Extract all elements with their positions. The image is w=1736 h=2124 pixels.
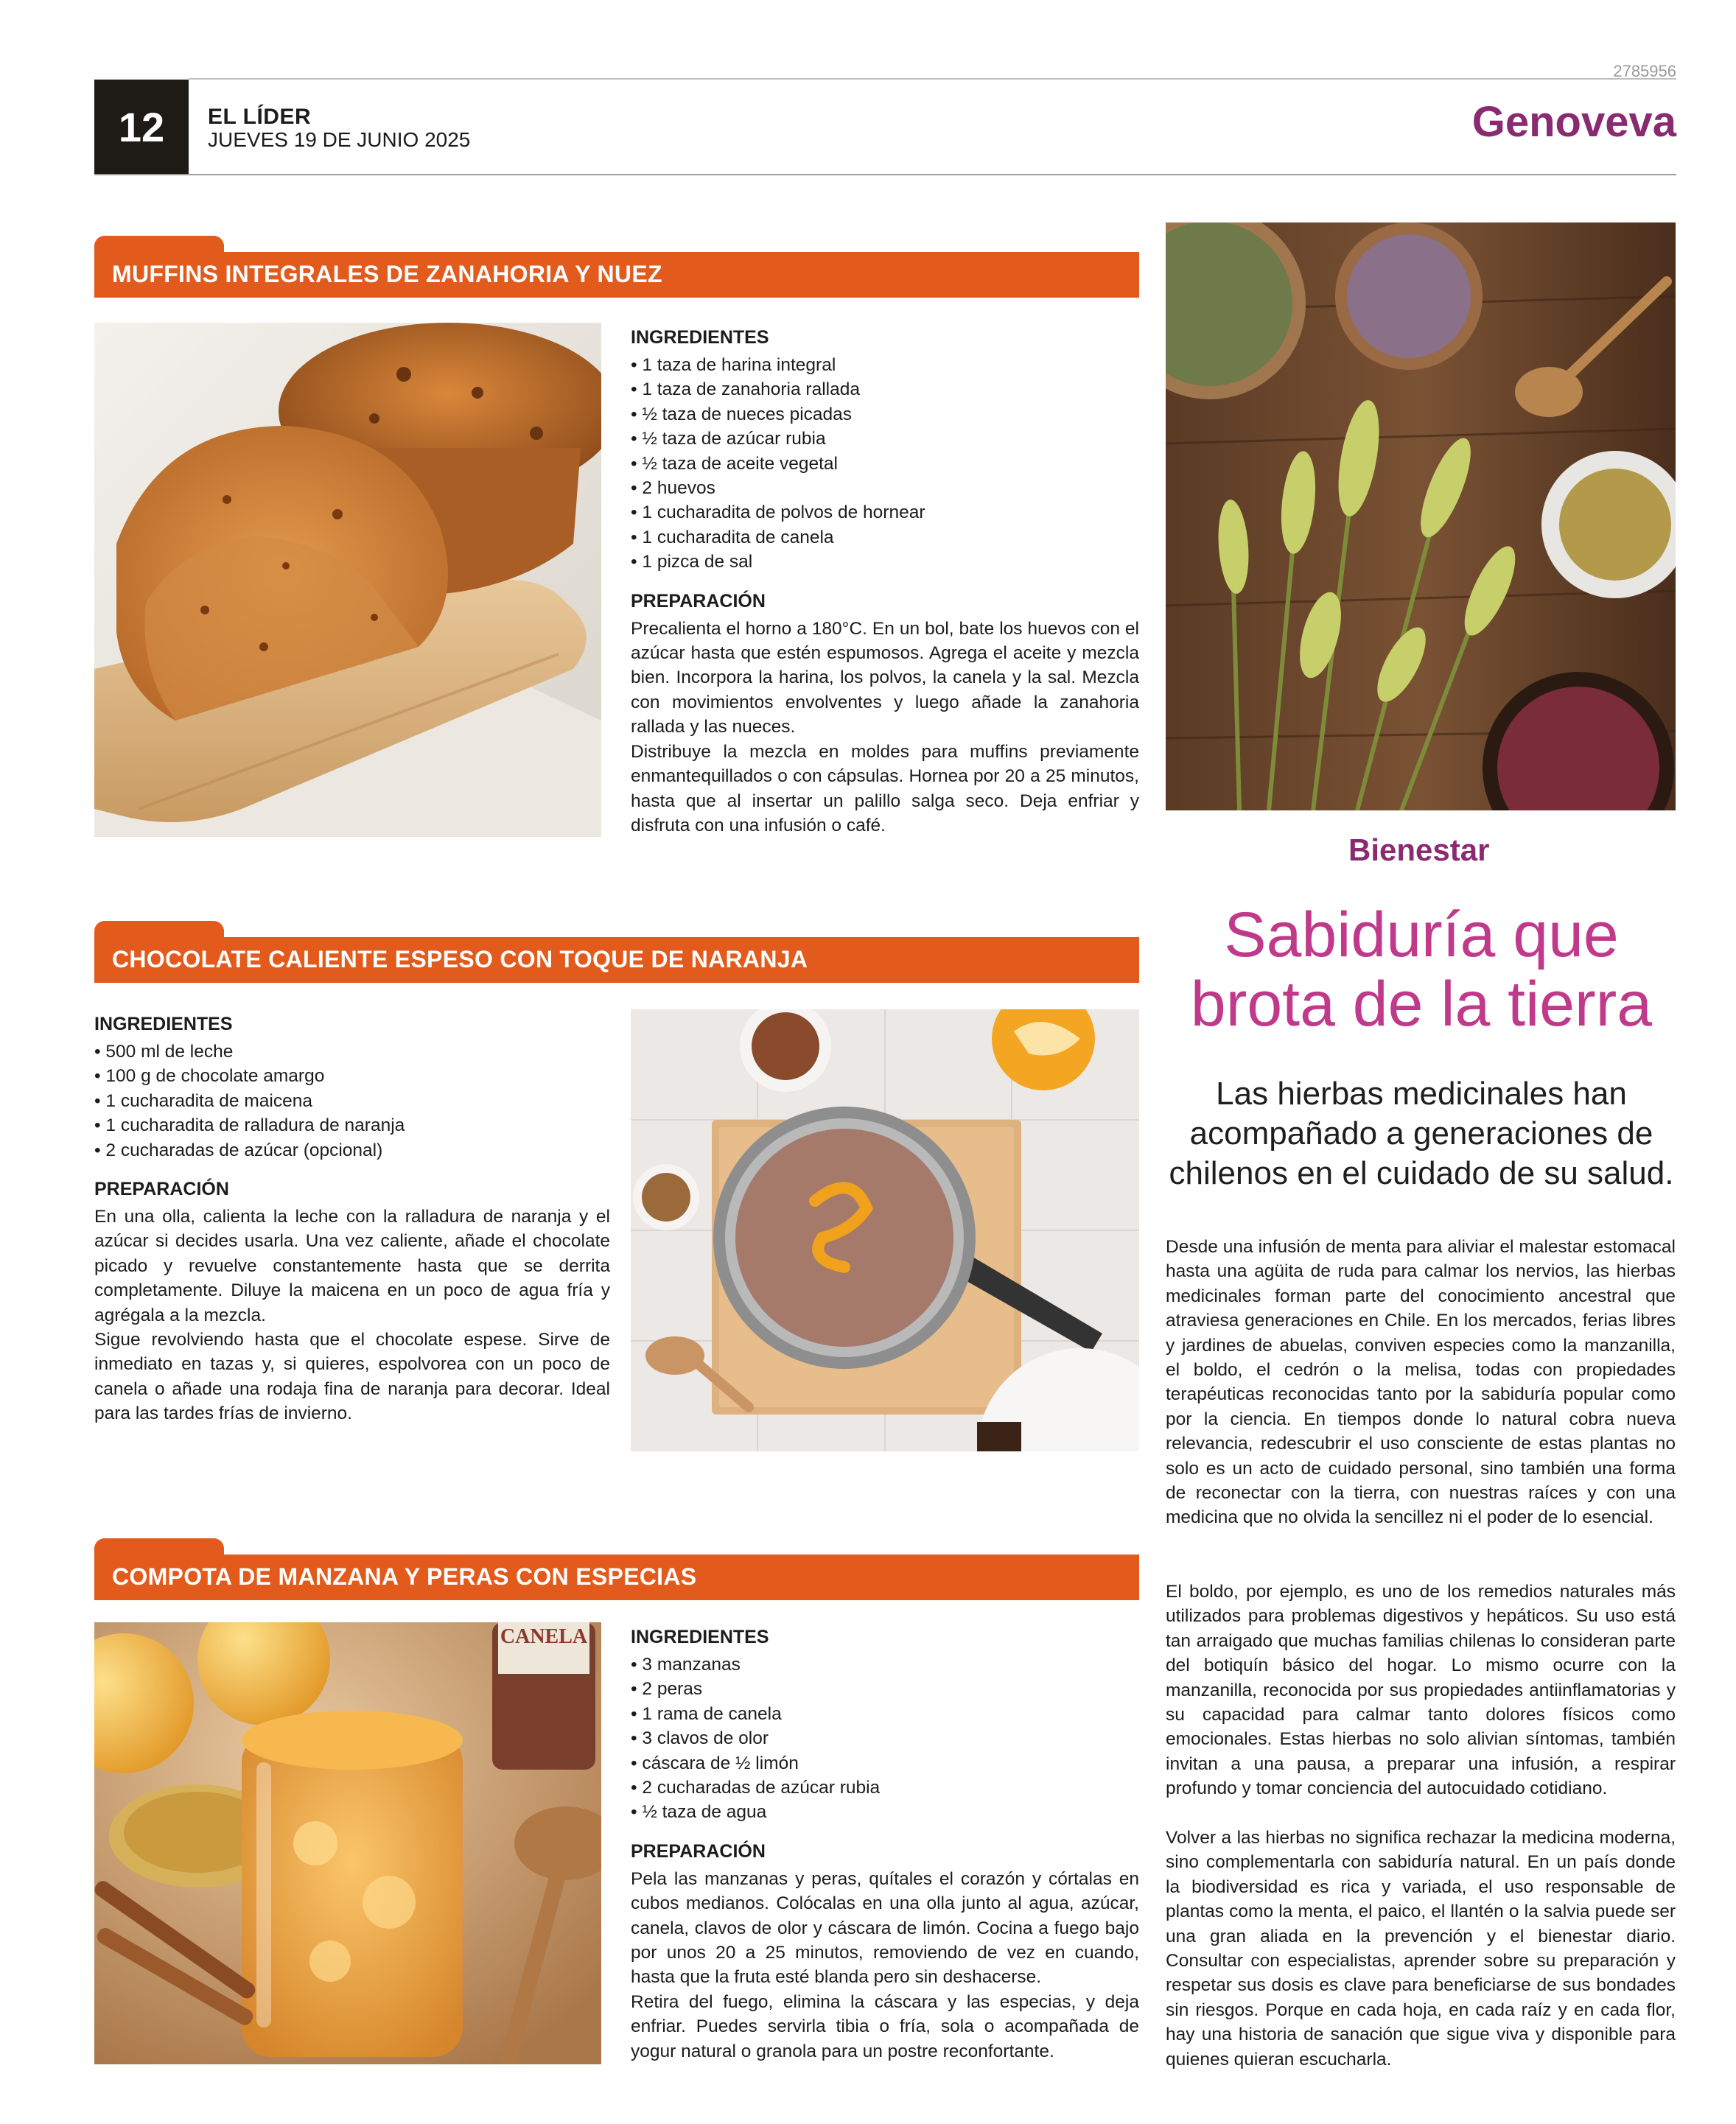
article-paragraph: El boldo, por ejemplo, es uno de los remedios naturales más utilizados para problemas digestivos y hepáticos. Su uso está tan arraigado que muchas familias chilenas lo consideran parte del botiquín básico del hogar. Lo mismo ocurre con la manzanilla, reconocida por sus propiedades antiinflamatorias y su capacidad para calmar tanto dolores físicos como emocionales. Estas hierbas no solo alivian síntomas, también invitan a una pausa, a preparar una infusión, a respirar profundo y tomar conciencia del autocuidado cotidiano. — [1166, 1582, 1676, 1799]
compota-photo — [94, 1622, 601, 2064]
title-bar-tab — [94, 921, 224, 940]
list-item: • ½ taza de azúcar rubia — [631, 427, 1139, 451]
list-item: • ½ taza de aceite vegetal — [631, 452, 1139, 476]
list-item: • 500 ml de leche — [94, 1040, 610, 1064]
preparation-paragraph: Distribuye la mezcla en moldes para muffins previamente enmantequillados o con cápsulas. Hornea por 20 a 25 minutos, hasta que al insertar un palillo salga seco. Deja enfriar y disfruta con una infusión o café. — [631, 741, 1139, 835]
list-item: • 2 huevos — [631, 476, 1139, 500]
ingredients-heading: INGREDIENTES — [94, 1014, 233, 1034]
article-paragraph: Volver a las hierbas no significa rechazar la medicina moderna, sino complementarla con sabiduría natural. En un país donde la biodiversidad es rica y variada, el uso responsable de plantas como la menta, el paico, el llantén o la salvia puede ser una gran aliada en la prevención y el bienestar diario. Consultar con especialistas, aprender sobre su preparación y respetar sus dosis es clave para beneficiarse de sus bondades sin riesgos. Porque en cada hoja, en cada raíz y en cada flor, hay una historia de sanación que sigue viva y disponible para quienes quieran escucharla. — [1166, 1828, 1676, 2069]
section-name: Genoveva — [1471, 98, 1676, 146]
preparation-paragraph: En una olla, calienta la leche con la ralladura de naranja y el azúcar si decides usarla. Una vez caliente, añade el chocolate picado y revuelve constantemente hasta que se derrita completamente. Diluye la maicena en un poco de agua fría y agrégala a la mezcla. — [94, 1207, 610, 1325]
preparation-paragraph: Pela las manzanas y peras, quítales el corazón y córtalas en cubos medianos. Colócalas en una olla junto al agua, azúcar, canela, clavos de olor y cáscara de limón. Cocina a fuego bajo por unos 20 a 25 minutos, removiendo de vez en cuando, hasta que la fruta esté blanda pero sin deshacerse. — [631, 1868, 1139, 1988]
preparation-heading: PREPARACIÓN — [631, 1840, 766, 1862]
title-bar-tab — [94, 1538, 224, 1557]
list-item: • 1 rama de canela — [631, 1702, 1139, 1726]
list-item: • 1 pizca de sal — [631, 550, 1139, 574]
recipe-title-bar-compota — [94, 1555, 1139, 1599]
list-item: • ½ taza de nueces picadas — [631, 402, 1139, 427]
recipe-text-muffins — [631, 327, 1139, 838]
list-item: • 1 cucharadita de canela — [631, 525, 1139, 550]
ingredients-heading: INGREDIENTES — [631, 327, 769, 348]
recipe-text-chocolate — [94, 1014, 610, 1426]
recipe-title: COMPOTA DE MANZANA Y PERAS CON ESPECIAS — [112, 1563, 697, 1590]
list-item: • ½ taza de agua — [631, 1800, 1139, 1824]
list-item: • 1 cucharadita de polvos de hornear — [631, 500, 1139, 525]
list-item: • 2 peras — [631, 1677, 1139, 1701]
article-kicker: Bienestar — [1348, 833, 1490, 867]
chocolate-photo — [631, 1009, 1139, 1451]
recipe-title-bar-chocolate — [94, 937, 1139, 981]
list-item: • 1 cucharadita de ralladura de naranja — [94, 1113, 610, 1138]
list-item: • 100 g de chocolate amargo — [94, 1064, 610, 1088]
list-item: • 2 cucharadas de azúcar rubia — [631, 1776, 1139, 1800]
publication-date: JUEVES 19 DE JUNIO 2025 — [208, 128, 471, 151]
muffins-photo — [94, 323, 601, 837]
title-bar-underline — [94, 981, 1139, 983]
list-item: • 1 taza de zanahoria rallada — [631, 377, 1139, 402]
preparation-heading: PREPARACIÓN — [94, 1179, 229, 1200]
preparation-paragraph: Retira del fuego, elimina la cáscara y las especias, y deja enfriar. Puedes servirla tibia o fría, sola o acompañada de yogur natural o granola para un postre reconfortante. — [631, 1991, 1139, 2061]
article-paragraph: Desde una infusión de menta para aliviar el malestar estomacal hasta una agüita de ruda para calmar los nervios, las hierbas medicinales forman parte del conocimiento ancestral que atraviesa generaciones en Chile. En los mercados, ferias libres y jardines de abuelas, conviven especies como la manzanilla, el boldo, el cedrón o la melisa, todas con propiedades terapéuticas reconocidas tanto por la sabiduría popular como por la ciencia. En tiempos donde lo natural cobra nueva relevancia, redescubrir el uso consciente de estas plantas no solo es un acto de cuidado personal, sino también una forma de reconectar con la tierra, con nuestras raíces y con una medicina que no olvida la sencillez ni el poder de lo esencial. — [1166, 1237, 1676, 1528]
preparation-heading: PREPARACIÓN — [631, 590, 766, 611]
list-item: • 1 cucharadita de maicena — [94, 1089, 610, 1113]
title-bar-underline — [94, 296, 1139, 298]
list-item: • 3 clavos de olor — [631, 1726, 1139, 1750]
herbs-photo — [1166, 222, 1676, 810]
title-bar-tab — [94, 236, 224, 255]
list-item: • 1 taza de harina integral — [631, 353, 1139, 377]
ingredients-list — [94, 1040, 610, 1163]
article-deck: Las hierbas medicinales han acompañado a generaciones de chilenos en el cuidado de su salud. — [1169, 1076, 1674, 1191]
publication-name: EL LÍDER — [208, 105, 312, 129]
article-headline: Sabiduría que brota de la tierra — [1190, 900, 1653, 1040]
ingredients-list — [631, 1652, 1139, 1825]
list-item: • 2 cucharadas de azúcar (opcional) — [94, 1138, 610, 1163]
recipe-title: CHOCOLATE CALIENTE ESPESO CON TOQUE DE NARANJA — [112, 946, 808, 972]
list-item: • cáscara de ½ limón — [631, 1751, 1139, 1776]
list-item: • 3 manzanas — [631, 1652, 1139, 1677]
jar-label-text: CANELA — [500, 1625, 588, 1648]
ad-code: 2785956 — [1613, 62, 1676, 80]
page-number: 12 — [94, 80, 189, 174]
header-bottom-rule — [94, 174, 1676, 175]
ingredients-list — [631, 353, 1139, 575]
recipe-title: MUFFINS INTEGRALES DE ZANAHORIA Y NUEZ — [112, 261, 662, 287]
recipe-title-bar-muffins — [94, 252, 1139, 296]
preparation-paragraph: Precalienta el horno a 180°C. En un bol, bate los huevos con el azúcar hasta que estén espumosos. Agrega el aceite y mezcla bien. Incorpora la harina, los polvos, la canela y la sal. Mezcla con movimientos envolventes y luego añade la zanahoria rallada y las nueces. — [631, 618, 1139, 737]
preparation-paragraph: Sigue revolviendo hasta que el chocolate espese. Sirve de inmediato en tazas y, si quieres, espolvorea con un poco de canela o añade una rodaja fina de naranja para decorar. Ideal para las tardes frías de invierno. — [94, 1330, 610, 1424]
ingredients-heading: INGREDIENTES — [631, 1627, 769, 1647]
title-bar-underline — [94, 1599, 1139, 1600]
recipe-text-compota — [631, 1627, 1139, 2064]
header-top-rule — [189, 78, 1676, 80]
